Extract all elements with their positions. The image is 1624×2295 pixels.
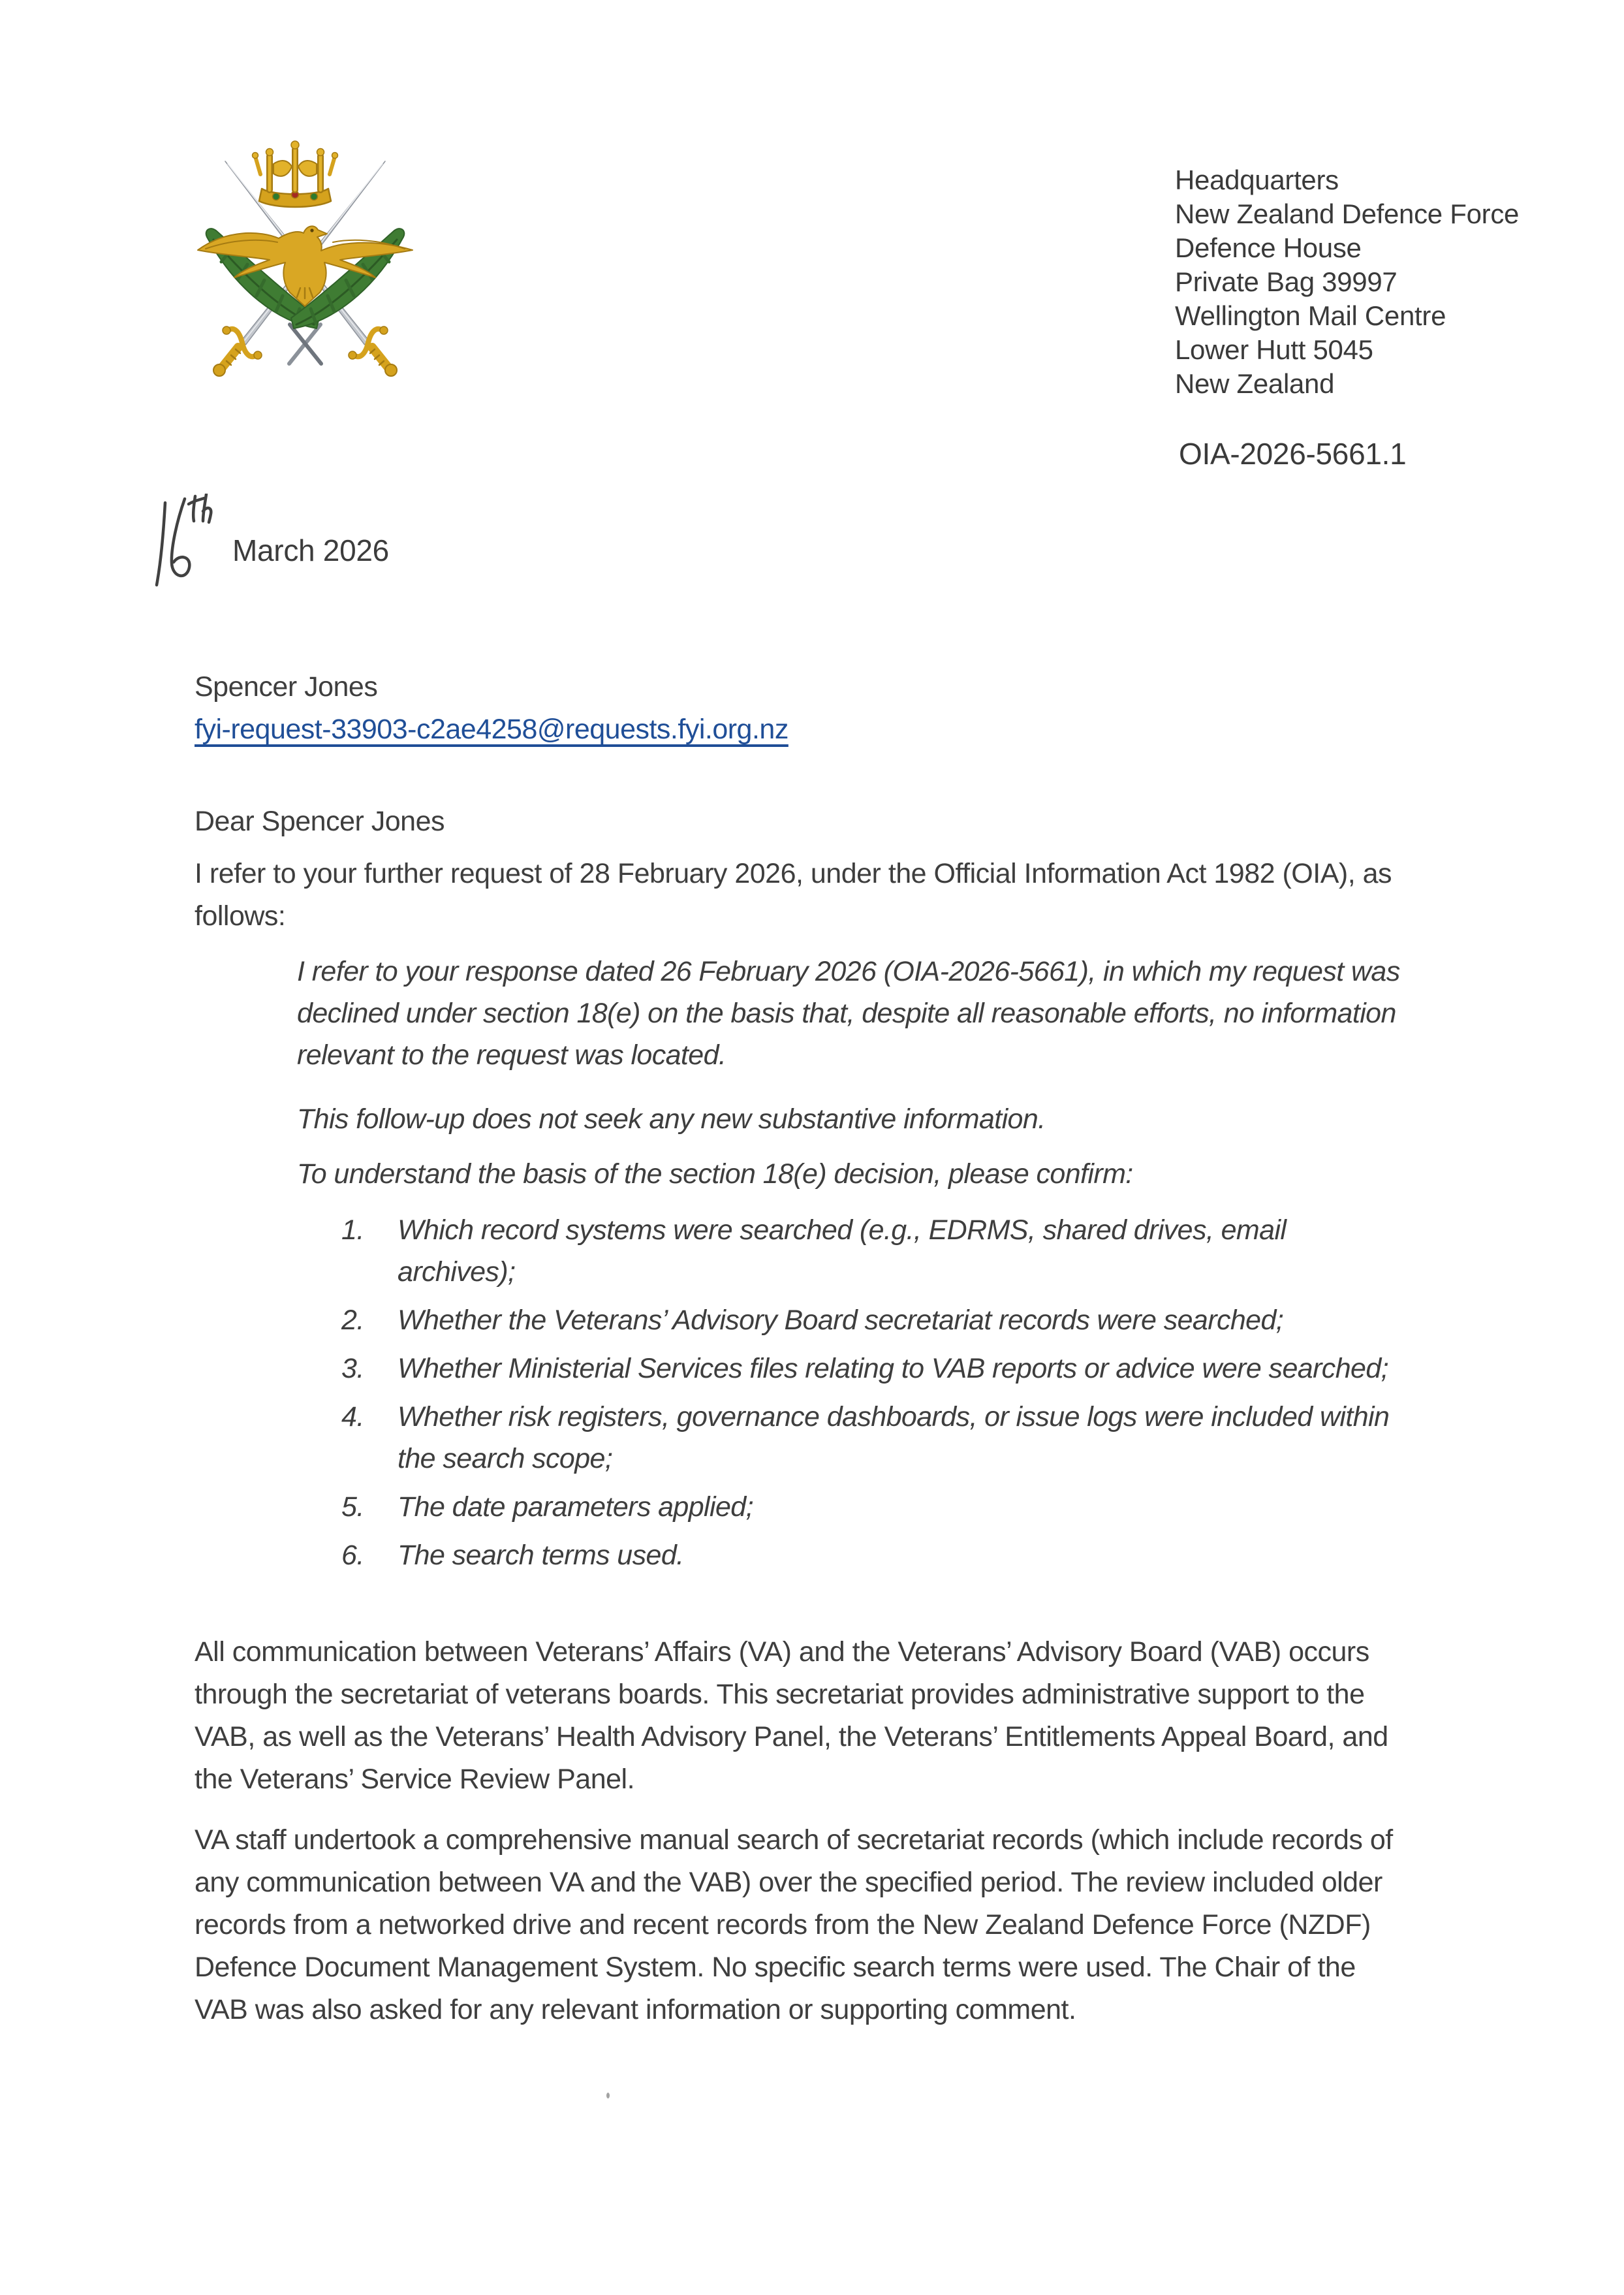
list-item-text: Whether Ministerial Services files relating to VAB reports or advice were searched;	[398, 1353, 1388, 1384]
list-item	[341, 1209, 1400, 1293]
list-item-number: 4.	[341, 1401, 364, 1432]
nzdf-crest-icon	[193, 134, 418, 379]
quote-paragraph-1: I refer to your response dated 26 February 2026 (OIA-2026-5661), in which my request was declined under section 18(e) on the basis that, despite all reasonable efforts, no information relevant to the request was located.	[297, 956, 1400, 1071]
scan-speck	[606, 2093, 610, 2098]
list-item	[341, 1486, 1400, 1528]
salutation: Dear Spencer Jones	[195, 806, 445, 837]
address-line: Headquarters	[1175, 165, 1339, 195]
quote-numbered-list	[341, 1209, 1400, 1576]
oia-reference: OIA-2026-5661.1	[1179, 437, 1407, 471]
nzdf-crest-logo	[193, 134, 418, 379]
address-line: Defence House	[1175, 232, 1362, 263]
list-item	[341, 1348, 1400, 1389]
list-item-text: Which record systems were searched (e.g., EDRMS, shared drives, email archives);	[398, 1214, 1287, 1288]
list-item	[341, 1396, 1400, 1480]
address-line: New Zealand Defence Force	[1175, 198, 1520, 229]
body-paragraph-1: All communication between Veterans’ Affairs (VA) and the Veterans’ Advisory Board (VAB) occurs through the secretariat of veterans boards. This secretariat provides administrative support to the VAB, as well as the Veterans’ Health Advisory Panel, the Veterans’ Entitlements Appeal Board, and the Veterans’ Service Review Panel.	[195, 1636, 1388, 1795]
body-paragraph-2: VA staff undertook a comprehensive manual search of secretariat records (which include records of any communication between VA and the VAB) over the specified period. The review included older records from a networked drive and recent records from the New Zealand Defence Force (NZDF) Defence Document Management System. No specific search terms were used. The Chair of the VAB was also asked for any relevant information or supporting comment.	[195, 1824, 1393, 2025]
address-line: Wellington Mail Centre	[1175, 300, 1446, 331]
list-item-number: 5.	[341, 1491, 364, 1523]
address-line: New Zealand	[1175, 368, 1335, 399]
quoted-request-block	[297, 951, 1400, 1583]
list-item-number: 3.	[341, 1353, 364, 1384]
address-line: Lower Hutt 5045	[1175, 334, 1373, 365]
list-item-text: Whether risk registers, governance dashboards, or issue logs were included within the search scope;	[398, 1401, 1390, 1474]
quote-paragraph-3: To understand the basis of the section 18(e) decision, please confirm:	[297, 1158, 1133, 1190]
list-item-number: 6.	[341, 1540, 364, 1571]
intro-paragraph: I refer to your further request of 28 February 2026, under the Official Information Act 1982 (OIA), as follows:	[195, 858, 1392, 932]
address-line: Private Bag 39997	[1175, 266, 1398, 297]
response-body	[195, 1631, 1409, 2031]
list-item-text: The search terms used.	[398, 1540, 684, 1571]
list-item-text: The date parameters applied;	[398, 1491, 753, 1523]
typed-date: March 2026	[232, 533, 389, 567]
recipient-email-link[interactable]: fyi-request-33903-c2ae4258@requests.fyi.org.nz	[195, 714, 789, 745]
quote-paragraph-2: This follow-up does not seek any new substantive information.	[297, 1103, 1046, 1135]
handwritten-date-day	[154, 494, 214, 592]
list-item-number: 1.	[341, 1214, 364, 1246]
handwriting-16th-icon	[154, 494, 214, 592]
list-item	[341, 1534, 1400, 1576]
letterhead-address	[1175, 163, 1519, 401]
list-item	[341, 1299, 1400, 1341]
list-item-text: Whether the Veterans’ Advisory Board secretariat records were searched;	[398, 1305, 1284, 1336]
list-item-number: 2.	[341, 1305, 364, 1336]
recipient-name: Spencer Jones	[195, 671, 378, 703]
recipient-block	[195, 666, 789, 751]
